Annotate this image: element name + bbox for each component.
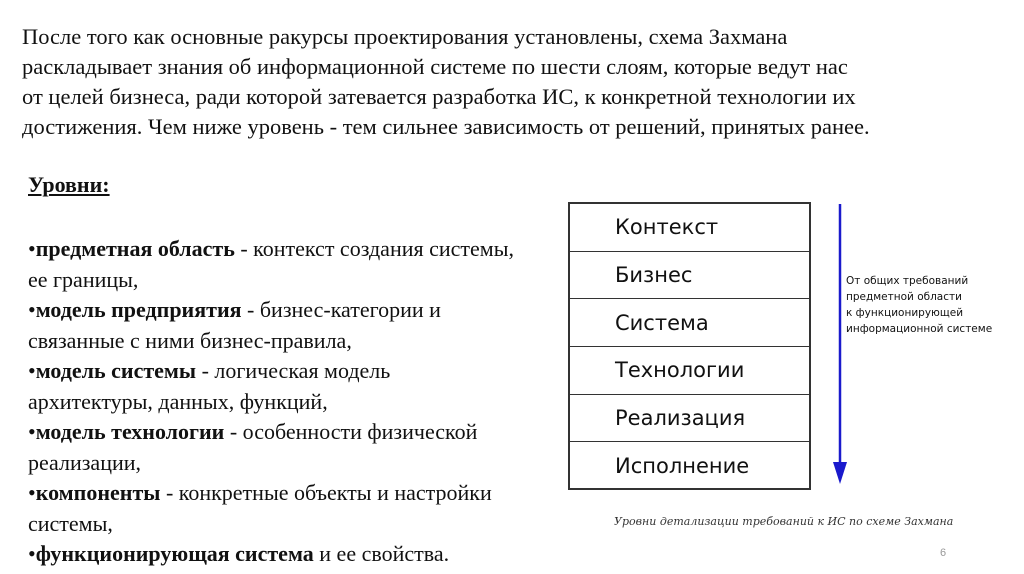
list-item	[28, 295, 518, 356]
arrow-caption-line: к функционирующей	[846, 307, 964, 319]
level-description: - бизнес-категории и связанные с ними бизнес-правила,	[28, 297, 441, 353]
intro-line: раскладывает знания об информационной системе по шести слоям, которые ведут нас	[22, 54, 848, 79]
level-description: и ее свойства.	[313, 541, 450, 566]
level-term: модель предприятия	[35, 297, 242, 322]
layer-technology: Технологии	[570, 347, 809, 395]
layer-context: Контекст	[570, 204, 809, 252]
down-arrow-icon	[830, 204, 850, 486]
intro-paragraph	[22, 22, 1007, 142]
intro-line: После того как основные ракурсы проектирования установлены, схема Захмана	[22, 24, 788, 49]
level-term: модель системы	[35, 358, 197, 383]
level-description: - особенности физической реализации,	[28, 419, 478, 475]
list-item	[28, 478, 518, 539]
bullet: •	[28, 419, 36, 444]
list-item	[28, 234, 518, 295]
list-item	[28, 539, 518, 570]
level-description: - контекст создания системы, ее границы,	[28, 236, 514, 292]
list-item	[28, 356, 518, 417]
layer-system: Система	[570, 299, 809, 347]
list-item	[28, 417, 518, 478]
figure-caption: Уровни детализации требований к ИС по схеме Захмана	[614, 515, 954, 528]
intro-line: от целей бизнеса, ради которой затевается разработка ИС, к конкретной технологии их	[22, 84, 856, 109]
arrow-caption	[846, 273, 1016, 337]
level-term: модель технологии	[35, 419, 225, 444]
bullet: •	[28, 358, 36, 383]
zachman-layer-stack	[568, 202, 811, 490]
arrow-caption-line: От общих требований	[846, 275, 969, 287]
level-term: функционирующая система	[35, 541, 314, 566]
level-term: компоненты	[35, 480, 161, 505]
levels-heading: Уровни:	[28, 172, 110, 197]
bullet: •	[28, 236, 36, 261]
levels-list	[28, 234, 518, 570]
layer-business: Бизнес	[570, 252, 809, 300]
level-description: - конкретные объекты и настройки системы,	[28, 480, 492, 536]
layer-implementation: Реализация	[570, 395, 809, 443]
arrow-caption-line: информационной системе	[846, 323, 993, 335]
bullet: •	[28, 297, 36, 322]
bullet: •	[28, 541, 36, 566]
intro-line: достижения. Чем ниже уровень - тем сильнее зависимость от решений, принятых ранее.	[22, 114, 870, 139]
level-description: - логическая модель архитектуры, данных, функций,	[28, 358, 391, 414]
bullet: •	[28, 480, 36, 505]
arrow-caption-line: предметной области	[846, 291, 962, 303]
level-term: предметная область	[35, 236, 235, 261]
page-number: 6	[940, 547, 947, 559]
layer-execution: Исполнение	[615, 454, 750, 479]
